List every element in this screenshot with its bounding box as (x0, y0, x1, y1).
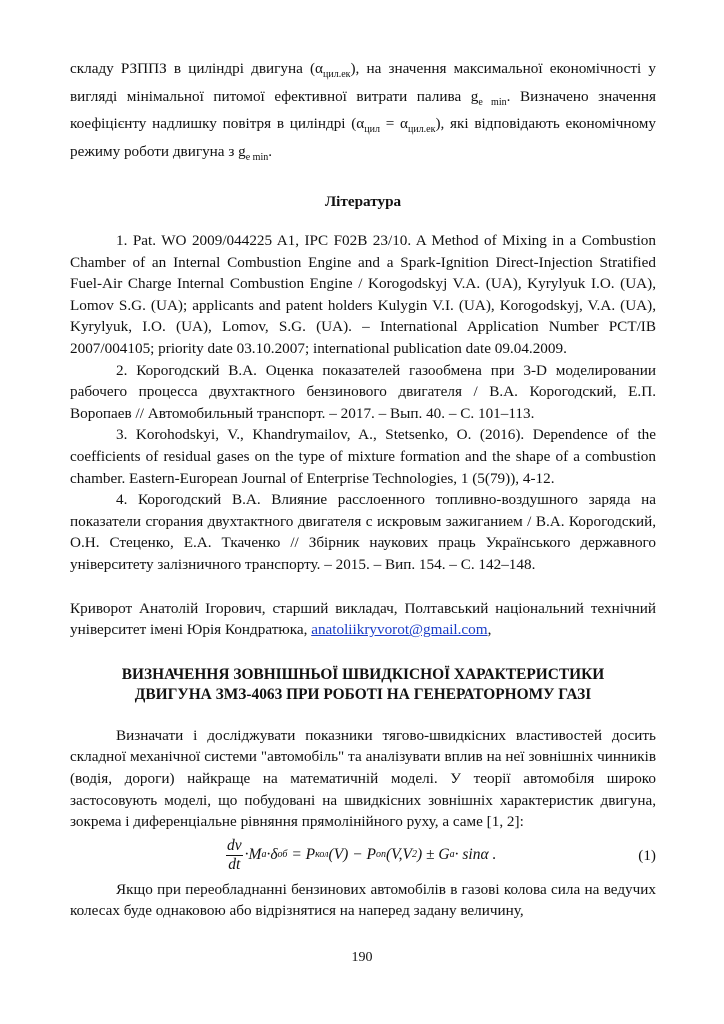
intro-text-3: . Визначено значення коефіцієнту надлишку повітря в циліндрі (α (70, 87, 656, 133)
intro-text-5: ), які відповідають економічному режиму роботи двигуна з g (70, 115, 657, 160)
page-content (70, 58, 656, 922)
body-paragraph: Визначати і досліджувати показники тягово-швидкісних властивостей досить складної механічної системи "автомобіль" та аналізувати вплив на неї зовнішніх чинників (водія, дороги) найкраще на математичній моделі. У теорії автомобіля широко застосовують моделі, що побудовані на швидкісних зовнішніх характеристик двигуна, зокрема і диференціальне рівняння прямолінійного руху, а саме [1, 2]: (70, 726, 656, 831)
eq-sub-4: оп (376, 849, 387, 861)
reference-item-3: 3. Korohodskyi, V., Khandrymailov, A., Stetsenko, O. (2016). Dependence of the coefficients of residual gases on the type of mixture formation and the shape of a combustion chamber. Eastern-European Journal of Enterprise Technologies, 1 (5(79)), 4-12. (70, 426, 656, 487)
intro-text-6: . (268, 142, 273, 160)
spacer (70, 169, 656, 183)
intro-sub-1: цил.ек (323, 69, 351, 81)
fraction-denominator: dt (228, 855, 241, 873)
spacer (70, 220, 656, 230)
reference-item-2: 2. Корогодский В.А. Оценка показателей газообмена при 3-D моделировании рабочего процесса двухтактного бензинового двигателя / В.А. Корогодский, Е.П. Воропаев // Автомобильный транспорт. – 2017. – Вып. 40. – С. 101–113. (70, 361, 656, 422)
author-text: Криворот Анатолій Ігорович, старший викладач, Полтавський національний технічний університет імені Юрія Кондратюка, (70, 599, 656, 639)
spacer (70, 705, 656, 725)
eq-part-2: ·δ (266, 846, 278, 864)
intro-sub-4: цил.ек (407, 124, 436, 136)
author-email-link[interactable]: anatoliikryvorot@gmail.com (311, 621, 488, 639)
intro-text-2: ), на значення максимальної економічності у вигляді мінімальної питомої ефективної витрати палива g (70, 60, 657, 105)
intro-paragraph (70, 58, 656, 169)
eq-part-4: (V) − P (328, 846, 377, 864)
equation-number: (1) (638, 846, 656, 864)
closing-paragraph: Якщо при переобладнанні бензинових автомобілів в газові колова сила на ведучих колесах буде однаковою або відрізнятися на наперед задану величину, (70, 880, 656, 920)
eq-part-7: · sinα . (454, 846, 497, 864)
eq-part-1: ·M (244, 846, 262, 864)
eq-sub-3: кол (315, 849, 329, 861)
references-heading: Література (324, 192, 402, 210)
article-title: ВИЗНАЧЕННЯ ЗОВНІШНЬОЇ ШВИДКІСНОЇ ХАРАКТЕРИСТИКИ ДВИГУНА ЗМЗ-4063 ПРИ РОБОТІ НА ГЕНЕРАТОРНОМУ ГАЗІ (121, 665, 605, 703)
author-after: , (487, 621, 492, 639)
eq-sup-5: 2 (412, 849, 417, 861)
eq-sub-6: a (449, 849, 455, 861)
reference-item-4: 4. Корогодский В.А. Влияние расслоенного топливно-воздушного заряда на показатели сгорания двухтактного двигателя с искровым зажиганием / В.А. Корогодский, О.Н. Стеценко, Е.А. Ткаченко // Збірник наукових праць Українського державного університету залізничного транспорту. – 2015. – Вип. 154. – С. 142–148. (70, 491, 656, 573)
spacer (70, 576, 656, 598)
intro-sub-2: e min (478, 96, 507, 108)
author-line (70, 598, 656, 641)
equation (70, 835, 656, 877)
intro-sub-5: e min (245, 151, 269, 163)
eq-part-6: ) ± G (417, 846, 450, 864)
equation-body (226, 837, 496, 874)
derivative-fraction (226, 837, 243, 874)
reference-item-1: 1. Pat. WO 2009/044225 A1, IPC F02B 23/10. A Method of Mixing in a Combustion Chamber of an Internal Combustion Engine and a Spark-Ignition Direct-Injection Stratified Fuel-Air Charge Internal Combustion Engine / Korogodskyj V.A. (UA), Kyrylyuk I.O. (UA), Lomov S.G. (UA); applicants and patent holders Kulygin V.I. (UA), Korogodskyj, V.A. (UA), Kyrylyuk, I.O. (UA), Lomov, S.G. (UA). – International Application Number PCT/IB 2007/004105; priority date 03.10.2007; international publication date 09.04.2009. (70, 232, 656, 358)
fraction-numerator: dv (227, 836, 242, 854)
intro-sub-3: цил (364, 124, 380, 136)
page-number: 190 (351, 950, 373, 965)
eq-part-3: = P (287, 846, 316, 864)
intro-text-1: складу РЗППЗ в циліндрі двигуна (α (70, 60, 323, 77)
eq-sub-2: об (277, 849, 288, 861)
spacer (70, 641, 656, 665)
eq-part-5: (V,V (386, 846, 412, 864)
intro-text-4: = α (379, 115, 408, 133)
eq-sub-1: a (261, 849, 267, 861)
